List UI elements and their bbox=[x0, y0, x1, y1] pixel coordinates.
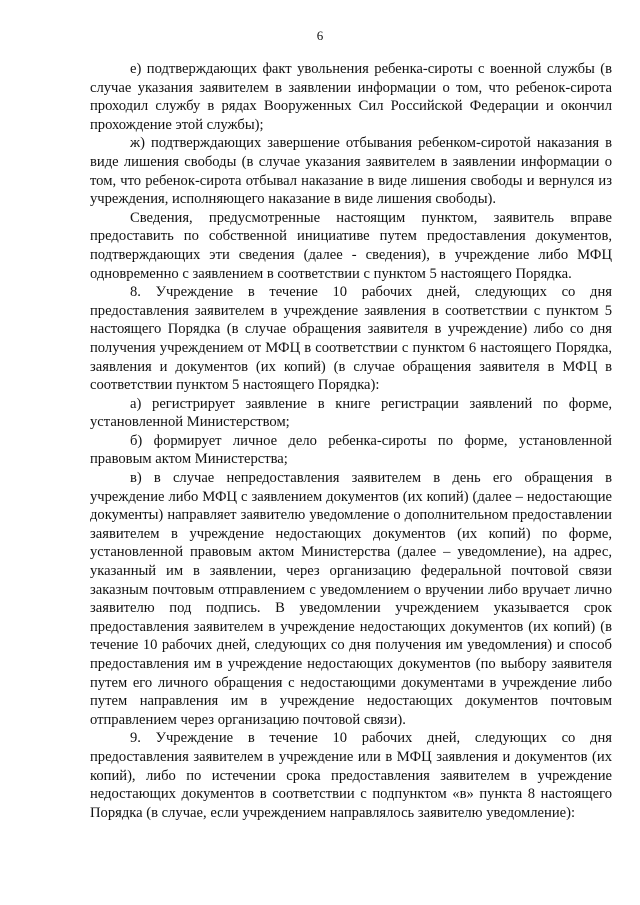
paragraph-item-a: а) регистрирует заявление в книге регистрации заявлений по форме, установленной Министерством; bbox=[90, 395, 612, 431]
paragraph-item-zh: ж) подтверждающих завершение отбывания ребенком-сиротой наказания в виде лишения свободы (в случае указания заявителем в заявлении информации о том, что ребенок-сирота отбывал наказание в виде лишения свободы и вернулся из учреждения, исполняющего наказание в виде лишения свободы). bbox=[90, 135, 612, 208]
paragraph-clause-8: 8. Учреждение в течение 10 рабочих дней, следующих со дня предоставления заявителем в учреждение заявления в соответствии с пунктом 5 настоящего Порядка (в случае обращения заявителя в учреждение) либо со дня получения учреждением от МФЦ в соответствии с пунктом 6 настоящего Порядка, заявления и документов (их копий) (в случае обращения заявителя в МФЦ в соответствии пунктом 5 настоящего Порядка): bbox=[90, 284, 612, 394]
paragraph-item-b: б) формирует личное дело ребенка-сироты по форме, установленной правовым актом Министерства; bbox=[90, 432, 612, 468]
document-body bbox=[90, 60, 612, 822]
paragraph-clause-9: 9. Учреждение в течение 10 рабочих дней, следующих со дня предоставления заявителем в учреждение или в МФЦ заявления и документов (их копий), либо по истечении срока предоставления заявителем в учреждение недостающих документов в соответствии с подпунктом «в» пункта 8 настоящего Порядка (в случае, если учреждением направлялось заявителю уведомление): bbox=[90, 730, 612, 821]
page-number: 6 bbox=[316, 28, 324, 43]
paragraph-info-note: Сведения, предусмотренные настоящим пунктом, заявитель вправе предоставить по собственной инициативе путем предоставления документов, подтверждающих эти сведения (далее - сведения), в учреждение либо МФЦ одновременно с заявлением в соответствии с пунктом 5 настоящего Порядка. bbox=[90, 209, 612, 282]
paragraph-item-v: в) в случае непредоставления заявителем в день его обращения в учреждение либо МФЦ с заявлением документов (их копий) (далее – недостающие документы) направляет заявителю уведомление о дополнительном предоставлении заявителем в учреждение недостающих документов (их копий) по форме, установленной правовым актом Министерства (далее – уведомление), на адрес, указанный им в заявлении, через организацию федеральной почтовой связи заказным почтовым отправлением с уведомлением о вручении либо вручает лично заявителю под подпись. В уведомлении учреждением указывается срок предоставления заявителем в учреждение недостающих документов (их копий) (в течение 10 рабочих дней, следующих со дня получения им уведомления) и способ предоставления им в учреждение недостающих документов (по выбору заявителя путем его личного обращения с недостающими документами в учреждение либо путем направления им в учреждение недостающих документов почтовым отправлением через организацию почтовой связи). bbox=[90, 470, 612, 728]
paragraph-item-e: е) подтверждающих факт увольнения ребенка-сироты с военной службы (в случае указания заявителем в заявлении информации о том, что ребенок-сирота проходил службу в рядах Вооруженных Сил Российской Федерации и окончил прохождение этой службы); bbox=[90, 61, 612, 133]
